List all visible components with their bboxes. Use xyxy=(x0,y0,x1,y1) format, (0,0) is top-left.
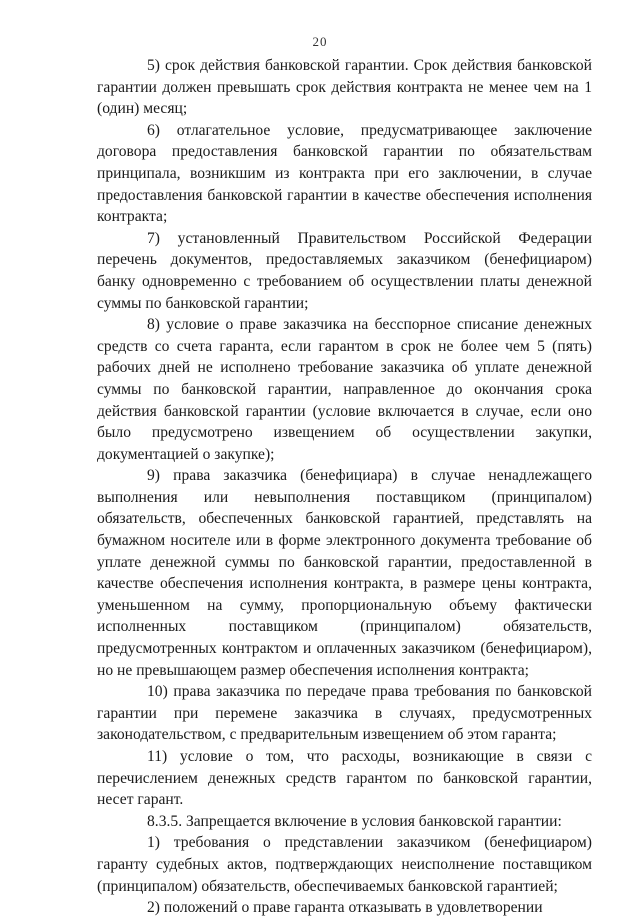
paragraph-item-7: 7) установленный Правительством Российской Федерации перечень документов, предоставляемых заказчиком (бенефициаром) банку одновременно с требованием об осуществлении платы денежной суммы по банковской гарантии; xyxy=(97,229,592,312)
paragraph-item-9: 9) права заказчика (бенефициара) в случае ненадлежащего выполнения или невыполнения поставщиком (принципалом) обязательств, обеспеченных банковской гарантией, представлять на бумажном носителе или в форме электронного документа требование об уплате денежной суммы по банковской гарантии, предоставленной в качестве обеспечения исполнения контракта, в размере цены контракта, уменьшенном на сумму, пропорциональную объему фактически исполненных поставщиком (принципалом) обязательств, предусмотренных контрактом и оплаченных заказчиком (бенефициаром), но не превышающем размер обеспечения исполнения контракта; xyxy=(97,467,592,679)
document-body xyxy=(97,55,592,919)
paragraph-prohibited-2: 2) положений о праве гаранта отказывать в удовлетворении xyxy=(147,899,543,917)
paragraph-item-10: 10) права заказчика по передаче права требования по банковской гарантии при перемене заказчика в случаях, предусмотренных законодательством, с предварительным извещением об этом гаранта; xyxy=(97,683,592,744)
section-heading-8-3-5: 8.3.5. Запрещается включение в условия банковской гарантии: xyxy=(147,812,562,830)
page-number: 20 xyxy=(312,34,328,49)
paragraph-prohibited-1: 1) требования о представлении заказчиком (бенефициаром) гаранту судебных актов, подтверждающих неисполнение поставщиком (принципалом) обязательств, обеспечиваемых банковской гарантией; xyxy=(97,834,592,895)
paragraph-item-5: 5) срок действия банковской гарантии. Срок действия банковской гарантии должен превышать срок действия контракта не менее чем на 1 (один) месяц; xyxy=(97,57,592,118)
paragraph-item-6: 6) отлагательное условие, предусматривающее заключение договора предоставления банковской гарантии по обязательствам принципала, возникшим из контракта при его заключении, в случае предоставления банковской гарантии в качестве обеспечения исполнения контракта; xyxy=(97,121,592,226)
paragraph-item-11: 11) условие о том, что расходы, возникающие в связи с перечислением денежных средств гарантом по банковской гарантии, несет гарант. xyxy=(97,748,592,809)
paragraph-item-8: 8) условие о праве заказчика на бесспорное списание денежных средств со счета гаранта, если гарантом в срок не более чем 5 (пять) рабочих дней не исполнено требование заказчика об уплате денежной суммы по банковской гарантии, направленное до окончания срока действия банковской гарантии (условие включается в случае, если оно было предусмотрено извещением об осуществлении закупки, документацией о закупке); xyxy=(97,316,592,463)
